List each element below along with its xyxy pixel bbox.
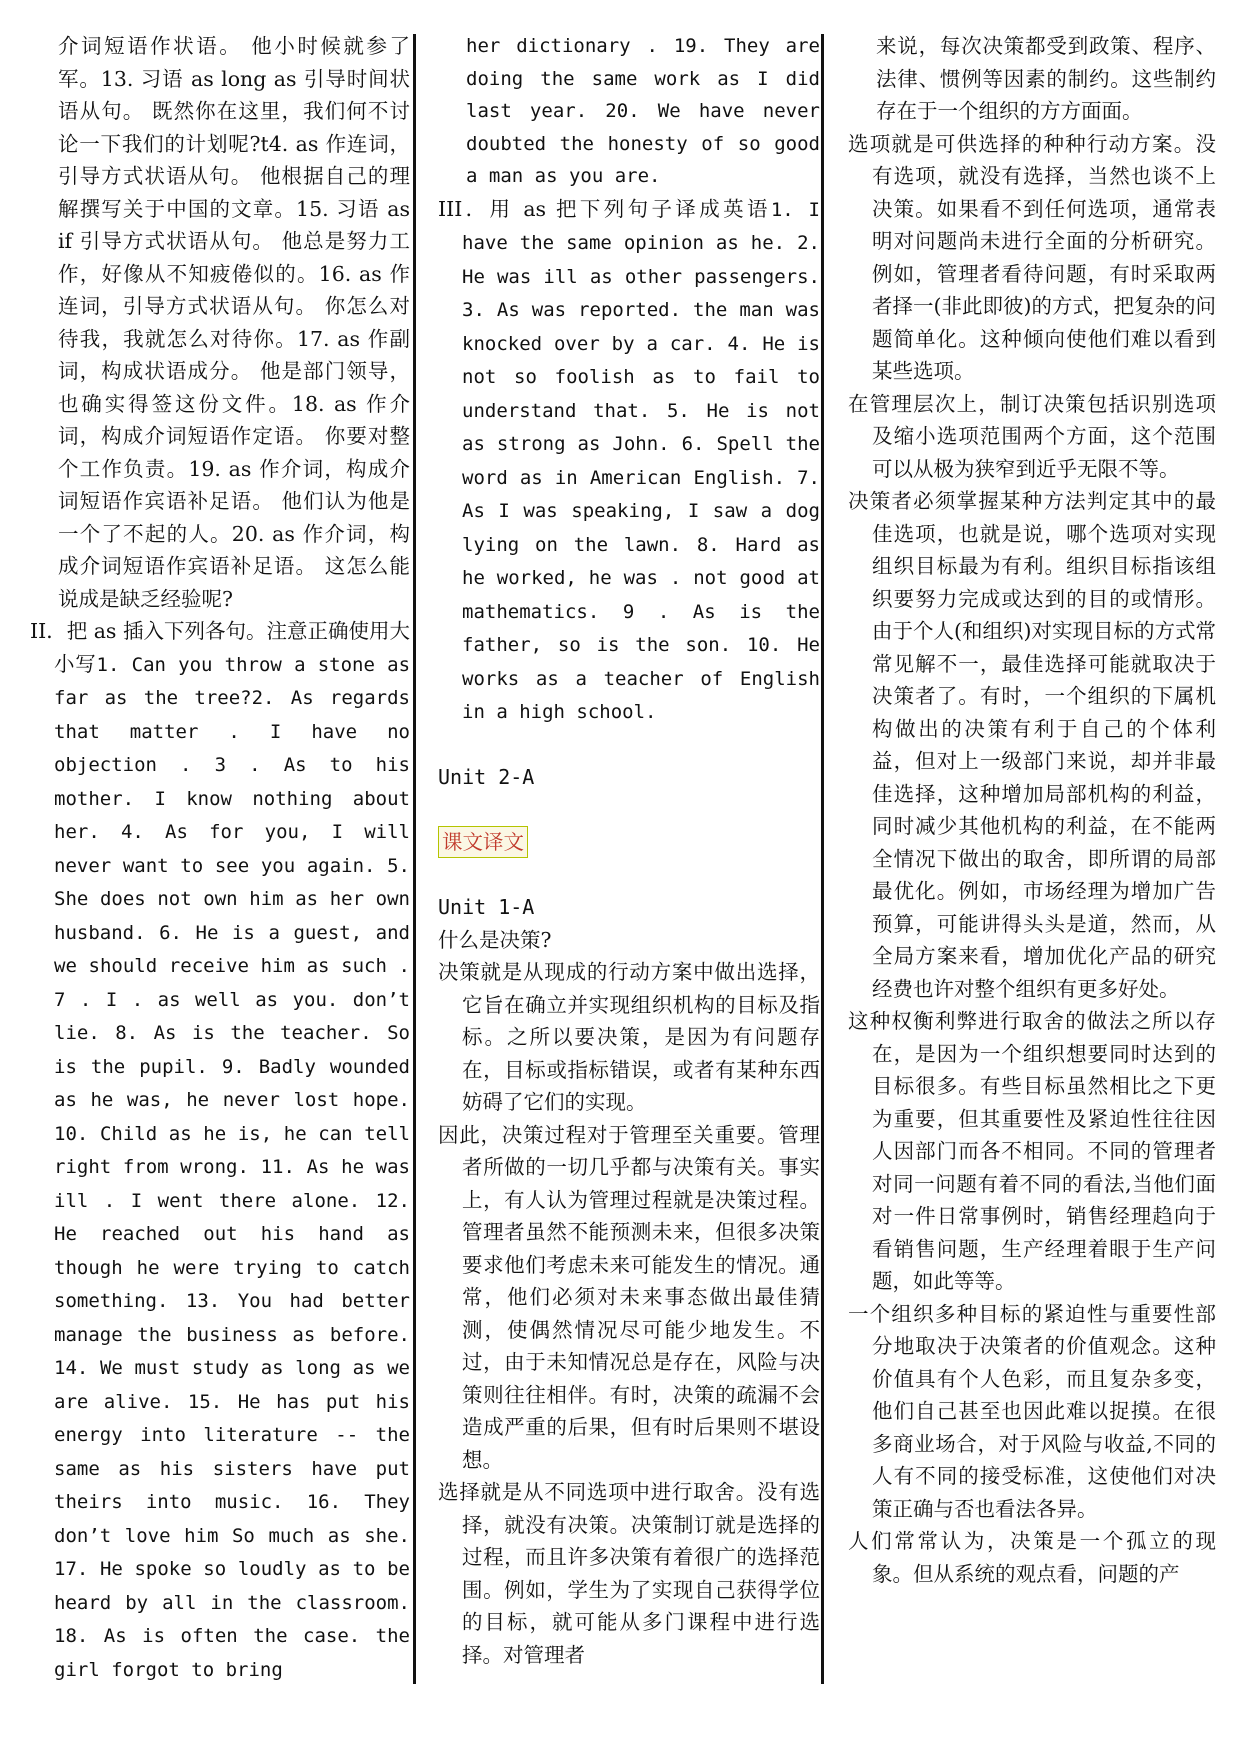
highlight-tag: 课文译文: [438, 826, 528, 858]
exercise-section-2-body: 1. Can you throw a stone as far as the tree?2. As regards that matter . I have no objection . 3 . As to his mother. I know nothing about her. 4. As for you, I will never want to see you again. 5. She does not own him as her own husband. 6. He is a guest, and we should receive him as such . 7 . I . as well as you. don’t lie. 8. As is the teacher. So is the pupil. 9. Badly wounded as he was, he never lost hope. 10. Child as he is, he can tell right from wrong. 11. As he was ill . I went there alone. 12. He reached out his hand as though he were trying to catch something. 13. You had better manage the business as before. 14. We must study as long as we are alive. 15. He has put his energy into literature -- the same as his sisters have put theirs into music. 16. They don’t love him So much as she. 17. He spoke so loudly as to be heard by all in the classroom. 18. As is often the case. the girl forgot to bring: [54, 653, 410, 1681]
article-title: 什么是决策?: [438, 927, 552, 952]
as-usage-notes: 介词短语作状语。 他小时候就参了军。13. 习语 as long as 引导时间状语从句。 既然你在这里，我们何不讨论一下我们的计划呢?t4. as 作连词，引导方式状语从句。 他根据自己的理解撰写关于中国的文章。15. 习语 as if 引导方式状语从句。 他总是努力工作，好像从不知疲倦似的。16. as 作连词，引导方式状语从句。 你怎么对待我，我就怎么对待你。17. as 作副词，构成状语成分。 他是部门领导，也确实得签这份文件。18. as 作介词，构成介词短语作定语。 你要对整个工作负责。19. as 作介词，构成介词短语作宾语补足语。 他们认为他是一个了不起的人。20. as 作介词，构成介词短语作宾语补足语。 这怎么能说成是缺乏经验呢?: [58, 34, 410, 611]
unit-heading: Unit 2-A: [438, 765, 535, 789]
article-paragraph: 人们常常认为，决策是一个孤立的现象。但从系统的观点看，问题的产: [848, 1529, 1216, 1586]
article-paragraph: 选择就是从不同选项中进行取舍。没有选择，就没有决策。决策制订就是选择的过程，而且许多决策有着很广的选择范围。例如，学生为了实现自己获得学位的目标，就可能从多门课程中进行选择。对管理者: [438, 1480, 820, 1667]
article-paragraph: 这种权衡利弊进行取舍的做法之所以存在，是因为一个组织想要同时达到的目标很多。有些目标虽然相比之下更为重要，但其重要性及紧迫性往往因人因部门而各不相同。不同的管理者对同一问题有着不同的看法,当他们面对一件日常事例时，销售经理趋向于看销售问题，生产经理着眼于生产问题，如此等等。: [848, 1009, 1216, 1293]
column-left: [30, 30, 410, 1720]
article-paragraph: 选项就是可供选择的种种行动方案。没有选项，就没有选择，当然也谈不上决策。如果看不到任何选项，通常表明对问题尚未进行全面的分析研究。例如，管理者看待问题，有时采取两者择一(非此即彼)的方式，把复杂的问题简单化。这种倾向使他们难以看到某些选项。: [848, 131, 1216, 383]
column-divider-right: [821, 34, 824, 1684]
column-divider-left: [413, 34, 416, 1684]
column-right: [848, 30, 1216, 1720]
article-paragraph: 决策就是从现成的行动方案中做出选择，它旨在确立并实现组织机构的目标及指标。之所以要决策，是因为有问题存在，目标或指标错误，或者有某种东西妨碍了它们的实现。: [438, 960, 820, 1114]
article-paragraph: 在管理层次上，制订决策包括识别选项及缩小选项范围两个方面，这个范围可以从极为狭窄到近乎无限不等。: [848, 391, 1216, 481]
article-paragraph: 一个组织多种目标的紧迫性与重要性部分地取决于决策者的价值观念。这种价值具有个人色彩，而且复杂多变，他们自己甚至也因此难以捉摸。在很多商业场合，对于风险与收益,不同的人有不同的接受标准，这使他们对决策正确与否也看法各异。: [848, 1301, 1216, 1521]
exercise-section-3-body: 1. I have the same opinion as he. 2. He was ill as other passengers. 3. As was reported. the man was knocked over by a car. 4. He is not so foolish as to fail to understand that. 5. He is not as strong as John. 6. Spell the word as in American English. 7. As I was speaking, I saw a dog lying on the lawn. 8. Hard as he worked, he was . not good at mathematics. 9 . As is the father, so is the son. 10. He works as a teacher of English in a high school.: [462, 198, 820, 723]
article-paragraph: 决策者必须掌握某种方法判定其中的最佳选项，也就是说，哪个选项对实现组织目标最为有利。组织目标指该组织要努力完成或达到的目的或情形。由于个人(和组织)对实现目标的方式常常见解不一，最佳选择可能就取决于决策者了。有时，一个组织的下属机构做出的决策有利于自己的个体利益，但对上一级部门来说，却并非最佳选择，这种增加局部机构的利益，同时减少其他机构的利益，在不能两全情况下做出的取舍，即所谓的局部最优化。例如，市场经理为增加广告预算，可能讲得头头是道，然而，从全局方案来看，增加优化产品的研究经费也许对整个组织有更多好处。: [848, 489, 1216, 1001]
translation-label: [438, 826, 820, 859]
exercise-section-3: [438, 193, 820, 729]
article-paragraph: 因此，决策过程对于管理至关重要。管理者所做的一切几乎都与决策有关。事实上，有人认为管理过程就是决策过程。管理者虽然不能预测未来，但很多决策要求他们考虑未来可能发生的情况。通常，他们必须对未来事态做出最佳猜测，使偶然情况尽可能少地发生。不过，由于未知情况总是存在，风险与决策则往往相伴。有时，决策的疏漏不会造成严重的后果，但有时后果则不堪设想。: [438, 1122, 820, 1472]
unit-heading: Unit 1-A: [438, 895, 535, 919]
column-middle: [438, 30, 820, 1720]
exercise-section-2-title: II．把 as 插入下列各句。注意正确使用大小写: [30, 619, 410, 676]
exercise-section-2: [30, 615, 410, 1686]
exercise-section-3-title: III．用 as 把下列句子译成英语: [438, 196, 771, 221]
exercise-section-2-continued: her dictionary . 19. They are doing the same work as I did last year. 20. We have never doubted the honesty of so good a man as you are.: [466, 35, 820, 187]
article-paragraph-continued: 来说，每次决策都受到政策、程序、法律、惯例等因素的制约。这些制约存在于一个组织的方方面面。: [876, 34, 1216, 123]
